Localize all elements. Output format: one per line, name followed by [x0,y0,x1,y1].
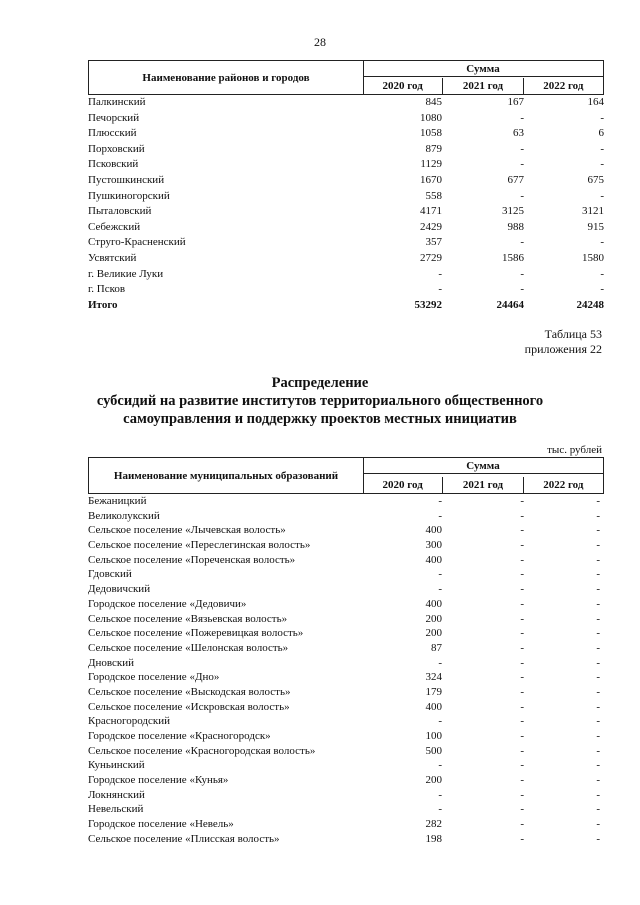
row-name: Сельское поселение «Плисская волость» [88,832,280,845]
row-name: Струго-Красненский [88,236,186,249]
value-2022: 915 [587,220,604,233]
table-row [88,523,604,538]
row-name: Печорский [88,111,140,124]
value-2022: 6 [598,127,604,140]
table-row [88,714,604,729]
table-row [88,612,604,627]
column-header-name: Наименование муниципальных образований [89,458,364,493]
value-2021: - [520,671,524,684]
value-2021: - [520,236,524,249]
value-2021: - [520,627,524,640]
row-name: Сельское поселение «Пореченская волость» [88,553,296,566]
row-name: Городское поселение «Красногородск» [88,730,271,742]
value-2022: - [600,267,604,280]
value-2022: - [596,832,600,845]
table-body [88,494,604,847]
section-heading [0,374,640,428]
table-row [88,685,604,700]
row-name: Дновский [88,656,135,669]
column-header-sum: Сумма [363,61,603,77]
table-row [88,729,604,744]
table-row [88,538,604,553]
table-row [88,597,604,612]
row-name: Куньинский [88,759,145,772]
value-2022: - [596,597,600,610]
column-header-2020: 2020 год [363,477,443,493]
value-2022: - [596,818,600,831]
value-2020: 500 [425,744,442,757]
value-2022: - [596,759,600,772]
value-2020: 100 [425,730,442,742]
row-name: Пустошкинский [88,173,165,186]
table-row [88,142,604,158]
value-2020: - [438,568,442,581]
table-row [88,204,604,220]
row-name: г. Великие Луки [88,267,164,280]
table-row [88,641,604,656]
value-2020: - [438,509,442,522]
value-2022: - [600,189,604,202]
table-row [88,626,604,641]
value-2021: - [520,774,524,787]
table-row [88,509,604,524]
value-2020: 1080 [420,111,442,124]
table-row [88,802,604,817]
table-row [88,173,604,189]
table-number: Таблица 53 [544,327,602,341]
total-2022: 24248 [576,298,604,311]
row-name: Пушкиногорский [88,189,170,202]
value-2020: - [438,803,442,816]
value-2021: - [520,832,524,845]
total-2021: 24464 [496,298,524,311]
table-row [88,553,604,568]
value-2021: - [520,509,524,522]
value-2021: - [520,142,524,155]
row-name: Псковский [88,158,139,171]
row-name: Палкинский [88,96,146,108]
year-headers [363,477,603,493]
row-name: Невельский [88,803,144,816]
row-name: Сельское поселение «Шелонская волость» [88,641,289,654]
value-2020: - [438,715,442,728]
value-2020: 400 [425,524,442,537]
table-row [88,95,604,111]
value-2022: - [596,539,600,552]
value-2021: 63 [513,127,524,140]
total-2020: 53292 [414,298,442,311]
value-2020: 324 [425,671,442,684]
table-row [88,670,604,685]
value-2021: - [520,267,524,280]
row-name: Сельское поселение «Искровская волость» [88,700,290,713]
table-row [88,758,604,773]
value-2022: - [596,744,600,757]
value-2020: - [438,267,442,280]
row-name: Сельское поселение «Лычевская волость» [88,524,286,537]
value-2021: - [520,788,524,801]
column-header-2022: 2022 год [543,479,584,491]
value-2022: - [596,495,600,507]
heading-line-2: субсидий на развитие институтов территориального общественного [96,393,544,409]
table-row [88,494,604,509]
row-name: Пыталовский [88,205,152,218]
total-label: Итого [88,298,118,311]
table-row [88,267,604,283]
value-2022: 675 [587,173,604,186]
value-2020: 845 [425,96,442,108]
value-2020: - [438,495,442,507]
table-caption [525,327,602,357]
value-2022: - [596,627,600,640]
value-2020: 200 [425,612,442,625]
value-2021: 167 [507,96,524,108]
value-2022: - [600,111,604,124]
value-2020: 1670 [420,173,442,186]
row-name: Сельское поселение «Красногородская волость» [88,744,316,757]
value-2022: - [596,715,600,728]
value-2021: - [520,283,524,296]
row-name: Бежаницкий [88,495,147,507]
column-header-2021: 2021 год [443,78,523,94]
table-row [88,126,604,142]
value-2020: 879 [425,142,442,155]
value-2020: 400 [425,553,442,566]
row-name: Сельское поселение «Выскодская волость» [88,685,291,698]
row-name: Сельское поселение «Переслегинская волость» [88,539,311,552]
table-header [88,457,604,494]
table-row [88,832,604,847]
units-label: тыс. рублей [547,444,602,456]
row-name: Сельское поселение «Пожеревицкая волость» [88,627,304,640]
value-2022: 164 [587,96,604,108]
value-2020: 357 [425,236,442,249]
row-name: Порховский [88,142,145,155]
row-name: Городское поселение «Невель» [88,818,234,831]
value-2020: - [438,583,442,596]
value-2021: 677 [507,173,524,186]
value-2021: - [520,715,524,728]
value-2022: - [596,774,600,787]
column-header-2021: 2021 год [443,477,523,493]
row-name: Городское поселение «Кунья» [88,774,229,787]
value-2021: - [520,597,524,610]
value-2021: 1586 [502,251,524,264]
row-name: Сельское поселение «Вязьевская волость» [88,612,288,625]
column-header-sum: Сумма [363,458,603,474]
value-2020: 200 [425,627,442,640]
table-row [88,251,604,267]
subsidies-table [88,457,604,847]
value-2021: - [520,685,524,698]
total-row [88,298,604,314]
value-2022: - [596,803,600,816]
value-2022: - [596,685,600,698]
value-2021: - [520,700,524,713]
value-2020: 179 [425,685,442,698]
value-2021: - [520,495,524,507]
value-2022: - [596,788,600,801]
table-row [88,773,604,788]
row-name: г. Псков [88,283,126,296]
value-2022: - [596,700,600,713]
table-row [88,656,604,671]
table-row [88,700,604,715]
value-2021: 988 [507,220,524,233]
value-2022: - [596,612,600,625]
table-row [88,282,604,298]
value-2021: - [520,730,524,742]
value-2020: 558 [425,189,442,202]
value-2020: 2429 [420,220,442,233]
value-2022: - [596,509,600,522]
row-name: Красногородский [88,715,171,728]
table-row [88,220,604,236]
table-header [88,60,604,95]
heading-line-3: самоуправления и поддержку проектов местных инициатив [123,411,517,427]
value-2022: - [596,671,600,684]
value-2020: 87 [431,641,442,654]
table-row [88,157,604,173]
table-row [88,817,604,832]
value-2021: - [520,111,524,124]
value-2021: - [520,583,524,596]
row-name: Городское поселение «Дедовичи» [88,597,247,610]
value-2020: 4171 [420,205,442,218]
table-row [88,744,604,759]
value-2021: - [520,524,524,537]
table-row [88,235,604,251]
value-2020: 198 [425,832,442,845]
column-header-2022: 2022 год [543,80,584,92]
value-2021: - [520,158,524,171]
value-2022: - [596,568,600,581]
value-2022: - [600,236,604,249]
value-2022: 3121 [582,205,604,218]
row-name: Великолукский [88,509,160,522]
value-2021: - [520,189,524,202]
value-2021: - [520,759,524,772]
table-row [88,189,604,205]
value-2020: 400 [425,700,442,713]
value-2022: - [600,142,604,155]
value-2020: 200 [425,774,442,787]
year-headers [363,78,603,94]
value-2020: 282 [425,818,442,831]
appendix-number: приложения 22 [524,342,602,356]
table-row [88,567,604,582]
row-name: Гдовский [88,568,132,581]
value-2021: - [520,744,524,757]
value-2022: - [596,656,600,669]
row-name: Городское поселение «Дно» [88,671,220,684]
table-row [88,788,604,803]
value-2022: - [596,524,600,537]
column-header-name: Наименование районов и городов [89,61,364,94]
value-2020: 1058 [420,127,442,140]
value-2020: - [438,759,442,772]
table-body [88,95,604,298]
page-number: 28 [314,35,326,49]
row-name: Дедовичский [88,583,151,596]
value-2022: - [596,553,600,566]
value-2021: - [520,612,524,625]
value-2021: 3125 [502,205,524,218]
value-2021: - [520,818,524,831]
value-2020: 400 [425,597,442,610]
table-row [88,111,604,127]
value-2022: 1580 [582,251,604,264]
value-2021: - [520,641,524,654]
column-header-2020: 2020 год [363,78,443,94]
value-2021: - [520,539,524,552]
value-2021: - [520,656,524,669]
value-2020: 300 [425,539,442,552]
value-2021: - [520,803,524,816]
value-2022: - [596,641,600,654]
value-2022: - [600,283,604,296]
value-2022: - [596,583,600,596]
value-2021: - [520,568,524,581]
value-2021: - [520,553,524,566]
value-2020: 1129 [420,158,442,171]
heading-line-1: Распределение [271,375,369,391]
value-2022: - [596,730,600,742]
value-2022: - [600,158,604,171]
row-name: Усвятский [88,251,137,264]
row-name: Плюсский [88,127,137,140]
value-2020: - [438,283,442,296]
row-name: Локнянский [88,788,145,801]
districts-table [88,60,604,313]
value-2020: - [438,788,442,801]
value-2020: 2729 [420,251,442,264]
table-row [88,582,604,597]
row-name: Себежский [88,220,141,233]
value-2020: - [438,656,442,669]
